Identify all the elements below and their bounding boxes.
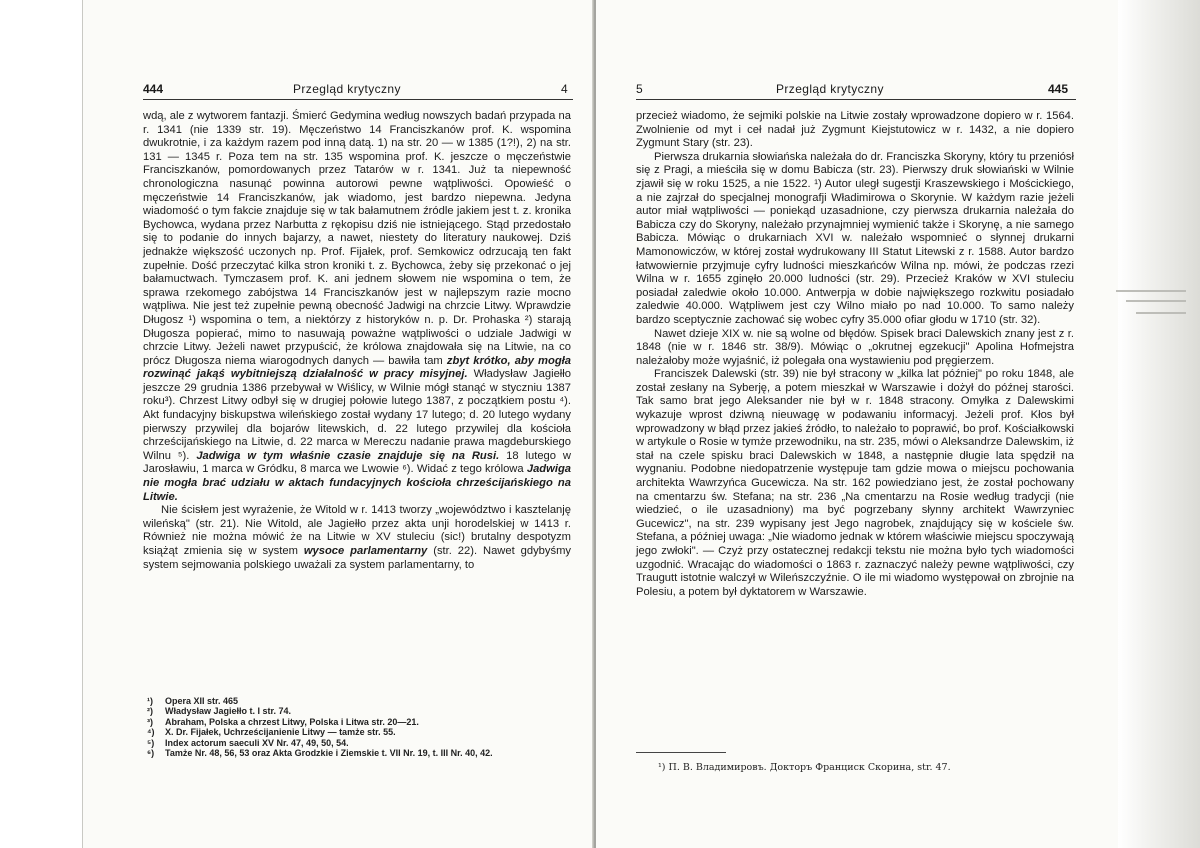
footnote-text: Władysław Jagiełło t. I str. 74. xyxy=(165,706,292,717)
footnote-mark: ⁶) xyxy=(147,748,155,759)
left-paragraph: (str. 22). Nawet gdybyśmy system sejmowania polskiego uważali za system parlamentarny, to xyxy=(143,545,571,571)
right-footnote-rule xyxy=(636,752,726,753)
left-emphasis: zbyt krótko, aby mogła rozwinąć jakąś wybitniejszą działalność w pracy misyjnej. xyxy=(143,354,572,381)
footnote-text: Index actorum saeculi XV Nr. 47, 49, 50, 54. xyxy=(165,737,349,748)
left-header-rule xyxy=(143,99,573,100)
right-signature: 5 xyxy=(636,82,643,96)
footnote-mark: ⁵) xyxy=(147,737,155,748)
edge-streak xyxy=(1126,300,1186,302)
right-page-header xyxy=(636,82,1076,98)
footnote-mark: ¹) xyxy=(147,696,153,706)
left-body-text xyxy=(143,110,571,572)
scan-edge-shadow xyxy=(1118,0,1200,848)
footnote xyxy=(143,748,573,758)
footnote-text: X. Dr. Fijałek, Uchrześcijanienie Litwy — tamże str. 55. xyxy=(165,727,396,738)
right-page-number: 445 xyxy=(1048,82,1069,96)
footnote xyxy=(143,706,573,716)
right-paragraph: Pierwsza drukarnia słowiańska należała do dr. Franciszka Skoryny, który tu przeniósł się z Pragi, a mieściła się w domu Babicza (str. 23). Pierwszy druk słowiański w Wilnie zjawił się w roku 1525, a nie 1522. ¹) Autor uległ sugestji Kraszewskiego i Mościckiego, a nie zajrzał do specjalnej monografji Władimirowa o Skorynie. W każdym razie jeżeli autor miał wątpliwości — poniekąd uzasadnione, czy pierwsza drukarnia należała do Babicza czy do Skoryny, należało przynajmniej wymienić także i Skorynę, a nie samego Babicza. Mówiąc o drukarniach XVI w. należało wspomnieć o słynnej drukarni Mamonowiczów, w której został wydrukowany III Statut Litewski z r. 1588. Autor bardzo łatwowiernie przyjmuje cyfry ludności mieszkańców Wilna np. mówi, że podczas rzezi Wilna w r. 1655 zginęło 20.000 ludności (str. 29). Przecież Kraków w XVI stuleciu posiadał zaledwie około 10.000. Antwerpja w dobie największego rozkwitu posiadało zaledwie 40.000. Wątpliwem jest czy Wilno miało po nad 10.000. To samo należy bardzo sceptycznie zachować się wobec cyfry 35.000 ofiar głodu w 1710 (str. 32). xyxy=(636,150,1074,326)
left-emphasis: wysoce parlamentarny xyxy=(303,545,428,557)
right-running-title: Przegląd krytyczny xyxy=(776,82,884,96)
left-emphasis: Jadwiga nie mogła brać udziału w aktach fundacyjnych kościoła chrześcijańskiego na Litwie. xyxy=(143,463,572,503)
left-emphasis: Jadwiga w tym właśnie czasie znajduje się na Rusi. xyxy=(196,449,500,462)
left-paragraph: Nie ścisłem jest wyrażenie, że Witold w r. 1413 tworzy „województwo i kasztelanję wileńską" (str. 21). Nie Witold, ale Jagiełło przez akta unji horodelskiej w 1413 r. Również nie można mówić że na Litwie w XV stuleciu (sic!) brutalny despotyzm książąt zmienia się w system xyxy=(143,504,571,557)
right-page xyxy=(596,0,1119,848)
footnote-mark: ³) xyxy=(147,716,153,727)
left-footnotes xyxy=(143,696,573,758)
footnote-mark: ⁴) xyxy=(147,727,155,738)
footnote xyxy=(143,696,573,706)
footnote xyxy=(143,717,573,727)
right-body-text xyxy=(636,110,1074,599)
right-paragraph: Nawet dzieje XIX w. nie są wolne od błędów. Spisek braci Dalewskich znany jest z r. 1848 (nie w r. 1846 str. 38/9). Mówiąc o „okrutnej egzekucji" Apolina Hofmejstra należałoby może wyjaśnić, iż polegała ona wystawieniu pod pręgierzem. xyxy=(636,327,1074,367)
right-header-rule xyxy=(636,99,1076,100)
left-running-title: Przegląd krytyczny xyxy=(293,82,401,96)
footnote-mark: ²) xyxy=(147,706,153,717)
left-page xyxy=(82,0,596,848)
footnote xyxy=(143,738,573,748)
left-paragraph: wdą, ale z wytworem fantazji. Śmierć Gedymina według nowszych badań przypada na r. 1341 (nie 1339 str. 19). Męczeństwo 14 Franciszkanów prof. K. wspomina dwukrotnie, i za każdym razem pod inną datą. 1) na str. 20 — w 1385 (1?!), 2) na str. 131 — 1345 r. Poza tem na str. 135 wspomina prof. K. jeszcze o męczeństwie Franciszkanów, pomordowanych przez Tatarów w r. 1341. Już ta niepewność chronologiczna nasunąć powinna autorowi pewne wątpliwości. Opowieść o męczeństwie 14 Franciszkanów, jak wiadomo, jest bardzo niepewna. Jedyna wiadomość o tym fakcie znajduje się w tak bałamutnem źródle jakiem jest t. z. kronika Bychowca, wydana przez Narbutta z rękopisu dziś nie istniejącego. Stąd przedostało się to podanie do innych bajarzy, a nawet, niestety do literatury naukowej. Dziś jednakże większość uczonych np. Prof. Fijałek, prof. Semkowicz odrzucają ten fakt zupełnie. Dość przeczytać kilka stron kroniki t. z. Bychowca, żeby się przekonać o jej bałamuctwach. Tymczasem prof. K. ani jednem słowem nie wspomina o tem, że sprawa rzekomego zabójstwa 14 Franciszkanów jest w najlepszym razie mocno wątpliwa. Nie jest też zupełnie pewną obecność Jadwigi na chrzcie Litwy. Wprawdzie Długosz ¹) wspomina o tem, a niektórzy z historyków n. p. Dr. Prohaska ²) starają Długosza popierać, mimo to nasuwają poważne wątpliwości o udziale Jadwigi w chrzcie Litwy. Jeżeli nawet przypuścić, że królowa znajdowała się na Litwie, na co prócz Długosza niema wiarogodnych danych — bawiła tam xyxy=(143,110,571,367)
left-paragraph: 18 lutego w Jarosławiu, 1 marca w Gródku, 8 marca we Lwowie ⁶). Widać z tego królowa xyxy=(143,449,571,476)
footnote-text: Opera XII str. 465 xyxy=(165,696,239,706)
left-page-number: 444 xyxy=(143,82,164,96)
right-footnote: ¹) П. В. Владимировъ. Докторъ Франциск Скорина, str. 47. xyxy=(658,762,951,773)
left-signature: 4 xyxy=(561,82,568,96)
left-page-header xyxy=(143,82,573,98)
footnote xyxy=(143,727,573,737)
right-paragraph: przecież wiadomo, że sejmiki polskie na Litwie zostały wprowadzone dopiero w r. 1564. Zwolnienie od myt i ceł nadał już Zygmunt Kiejstutowicz w r. 1432, a nie dopiero Zygmunt Stary (str. 23). xyxy=(636,110,1074,150)
right-paragraph: Franciszek Dalewski (str. 39) nie był stracony w „kilka lat później" po roku 1848, ale został zesłany na Syberję, a potem mieszkał w Warszawie i dożył do późnej starości. Tak samo brat jego Aleksander nie był w r. 1848 stracony. Omyłka z Dalewskimi wykazuje wprost dziwną nieuwagę w podawaniu informacyj. Jeżeli prof. Kłos był wprowadzony w błąd przez jakieś źródło, to należało to poprawić, bo prof. Kościałkowski w artykule o Rosie w tymże przewodniku, na str. 235, mówi o Aleksandrze Dalewskim, iż stał na czele spisku braci Dalewskich w 1848, a następnie długie lata spędził na wygnaniu. Podobne niedopatrzenie występuje tam gdzie mowa o miejscu pochowania architekta Wawrzyńca Gucewicza. Na str. 162 powiedziano jest, że został pochowany na cmentarzu św. Stefana; na str. 236 „Na cmentarzu na Rosie według tradycji (nie wiedzieć, o ile uzasadniony) ma być pogrzebany słynny architekt Wawrzyniec Gucewicz", na str. 239 wypisany jest Jego nagrobek, znajdujący się w kościele św. Stefana, a później uwaga: „Nie wiadomo jednak w którem właściwie miejscu spoczywają jego zwłoki". — Czyż przy ostatecznej redakcji tekstu nie można było tych wiadomości uzgodnić. Wracając do wiadomości o 1863 r. zaznaczyć należy pewne wątpliwości, czy Traugutt istotnie walczył w Wileńszczyźnie. O ile mi wiadomo występował on zbrojnie na Polesiu, a potem był dyktatorem w Warszawie. xyxy=(636,368,1074,598)
footnote-text: Abraham, Polska a chrzest Litwy, Polska i Litwa str. 20—21. xyxy=(165,716,419,727)
footnote-text: Tamże Nr. 48, 56, 53 oraz Akta Grodzkie i Ziemskie t. VII Nr. 19, t. III Nr. 40, 42. xyxy=(165,748,493,759)
edge-streak xyxy=(1136,312,1186,314)
edge-streak xyxy=(1116,290,1186,292)
left-paragraph: Władysław Jagiełło jeszcze 29 grudnia 1386 przebywał w Wiślicy, w Wilnie mógł stanąć w styczniu 1387 roku³). Chrzest Litwy odbył się w drugiej połowie lutego 1387, z początkiem postu ⁴). Akt fundacyjny biskupstwa wileńskiego został wydany 17 lutego; d. 20 lutego wydany pierwszy przywilej dla bojarów litewskich, d. 22 lutego przywilej dla kościoła chrześcijańskiego na Litwie, d. 22 marca w Mereczu nadanie prawa magdeburskiego Wilnu ⁵). xyxy=(143,368,571,462)
